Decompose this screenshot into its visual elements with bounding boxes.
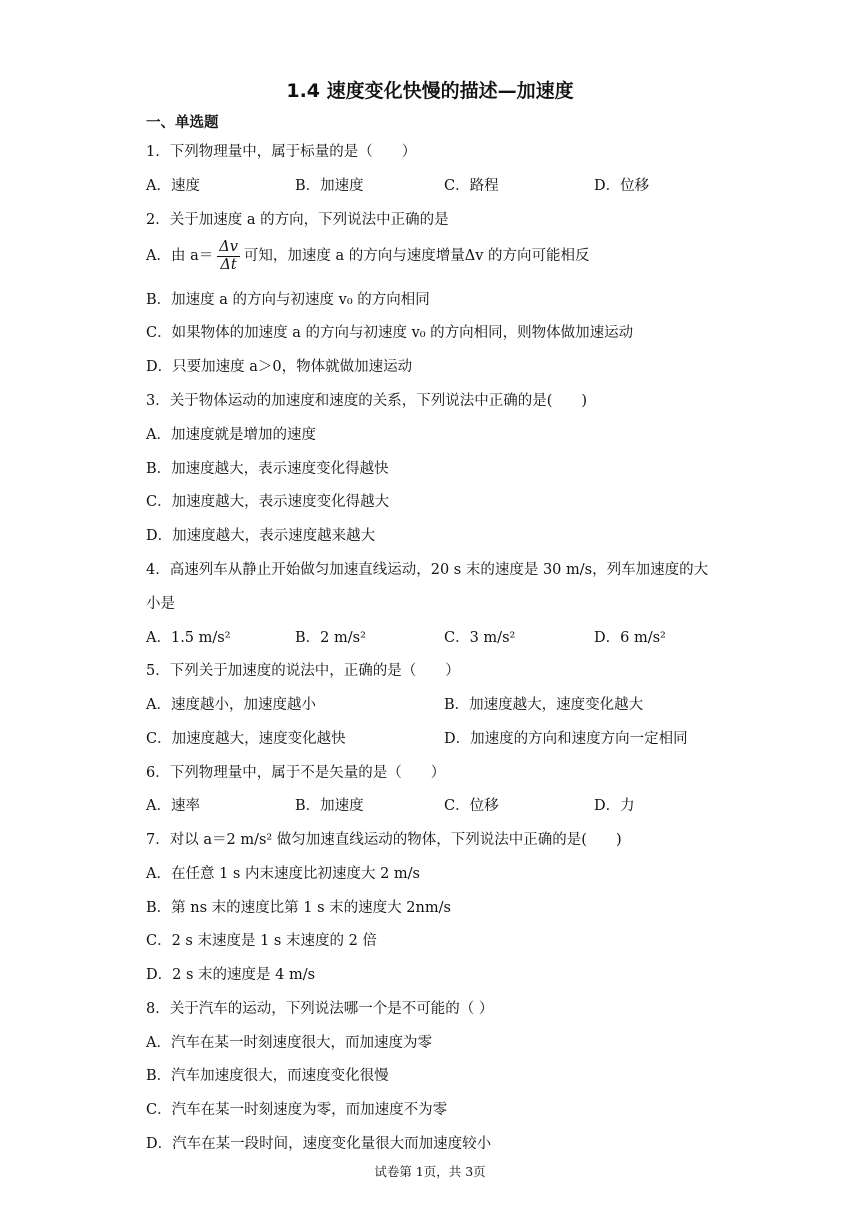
question-1-option-a: A．速度 bbox=[146, 178, 200, 194]
question-2-option-c: C．如果物体的加速度 a 的方向与初速度 v₀ 的方向相同，则物体做加速运动 bbox=[146, 325, 634, 341]
question-7-option-c: C．2 s 末速度是 1 s 末速度的 2 倍 bbox=[146, 933, 377, 949]
question-8-option-b: B．汽车加速度很大，而速度变化很慢 bbox=[146, 1068, 389, 1084]
question-4-option-d: D．6 m/s² bbox=[594, 630, 666, 646]
question-5-option-a: A．速度越小，加速度越小 bbox=[146, 697, 316, 713]
question-8-option-a: A．汽车在某一时刻速度很大，而加速度为零 bbox=[146, 1035, 432, 1051]
page-footer: 试卷第 1页，共 3页 bbox=[374, 1164, 486, 1179]
question-7-option-b: B．第 ns 末的速度比第 1 s 末的速度大 2nm/s bbox=[146, 900, 451, 916]
question-6-option-d: D．力 bbox=[594, 798, 635, 814]
question-7-option-a: A．在任意 1 s 内末速度比初速度大 2 m/s bbox=[146, 866, 420, 882]
question-5-option-c: C．加速度越大，速度变化越快 bbox=[146, 731, 346, 747]
question-5-stem: 5．下列关于加速度的说法中，正确的是（ ） bbox=[146, 663, 460, 679]
question-4-stem-line-2: 小是 bbox=[146, 596, 175, 612]
question-8-stem: 8．关于汽车的运动，下列说法哪一个是不可能的（ ） bbox=[146, 1001, 494, 1017]
question-2-option-a-suffix: 可知，加速度 a 的方向与速度增量Δv 的方向可能相反 bbox=[243, 248, 590, 265]
question-5-option-b: B．加速度越大，速度变化越大 bbox=[444, 697, 644, 713]
question-4-stem-line-1: 4．高速列车从静止开始做匀加速直线运动，20 s 末的速度是 30 m/s，列车加速度的大 bbox=[146, 562, 709, 578]
question-4-option-b: B．2 m/s² bbox=[295, 630, 366, 646]
question-2-option-b: B．加速度 a 的方向与初速度 v₀ 的方向相同 bbox=[146, 292, 430, 308]
question-6-stem: 6．下列物理量中，属于不是矢量的是（ ） bbox=[146, 765, 446, 781]
question-1-option-c: C．路程 bbox=[444, 178, 499, 194]
question-2-option-a bbox=[146, 239, 590, 273]
fraction-numerator: Δv bbox=[219, 239, 238, 255]
section-heading: 一、单选题 bbox=[146, 115, 219, 131]
question-4-option-c: C．3 m/s² bbox=[444, 630, 516, 646]
acceleration-fraction bbox=[217, 239, 240, 273]
question-6-option-c: C．位移 bbox=[444, 798, 499, 814]
question-2-stem: 2．关于加速度 a 的方向，下列说法中正确的是 bbox=[146, 212, 449, 228]
question-8-option-c: C．汽车在某一时刻速度为零，而加速度不为零 bbox=[146, 1102, 448, 1118]
question-7-option-d: D．2 s 末的速度是 4 m/s bbox=[146, 967, 316, 983]
question-6-option-a: A．速率 bbox=[146, 798, 200, 814]
question-3-stem: 3．关于物体运动的加速度和速度的关系，下列说法中正确的是( ) bbox=[146, 393, 588, 409]
question-1-stem: 1．下列物理量中，属于标量的是（ ） bbox=[146, 144, 417, 160]
question-6-option-b: B．加速度 bbox=[295, 798, 364, 814]
fraction-denominator: Δt bbox=[220, 256, 237, 273]
question-7-stem: 7．对以 a＝2 m/s² 做匀加速直线运动的物体，下列说法中正确的是( ) bbox=[146, 832, 622, 848]
question-8-option-d: D．汽车在某一段时间，速度变化量很大而加速度较小 bbox=[146, 1136, 492, 1152]
question-5-option-d: D．加速度的方向和速度方向一定相同 bbox=[444, 731, 688, 747]
question-2-option-d: D．只要加速度 a＞0，物体就做加速运动 bbox=[146, 359, 413, 375]
question-3-option-b: B．加速度越大，表示速度变化得越快 bbox=[146, 461, 389, 477]
question-2-option-a-prefix: A．由 a＝ bbox=[146, 248, 214, 265]
question-3-option-d: D．加速度越大，表示速度越来越大 bbox=[146, 528, 376, 544]
question-3-option-a: A．加速度就是增加的速度 bbox=[146, 427, 316, 443]
question-1-option-b: B．加速度 bbox=[295, 178, 364, 194]
question-1-option-d: D．位移 bbox=[594, 178, 650, 194]
question-4-option-a: A．1.5 m/s² bbox=[146, 630, 231, 646]
question-3-option-c: C．加速度越大，表示速度变化得越大 bbox=[146, 494, 390, 510]
page-title: 1.4 速度变化快慢的描述—加速度 bbox=[286, 80, 574, 102]
